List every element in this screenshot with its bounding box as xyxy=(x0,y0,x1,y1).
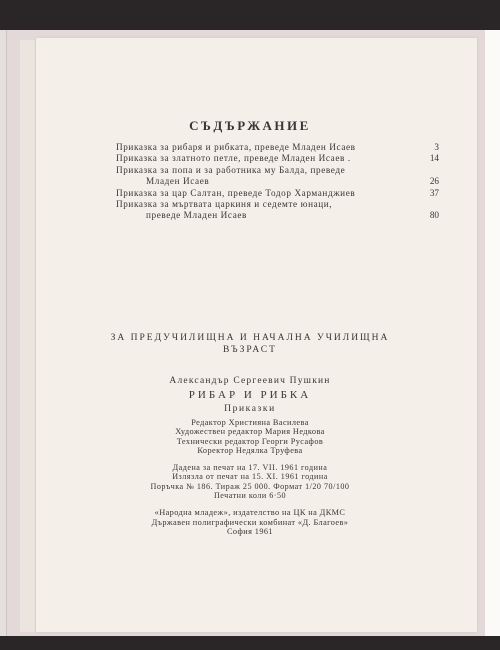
book-author: Александър Сергеевич Пушкин xyxy=(169,376,331,386)
book-subtitle: Приказки xyxy=(224,404,276,414)
toc-entry-page: 80 xyxy=(429,210,439,221)
table-of-contents xyxy=(116,142,439,222)
toc-entry-title: Приказка за попа и за работника му Балда, преведе xyxy=(116,164,346,175)
toc-entry xyxy=(116,165,439,176)
toc-entry xyxy=(116,153,439,164)
toc-entry-translator: преведе Младен Исаев xyxy=(146,210,247,221)
print-information xyxy=(0,463,500,500)
editorial-staff xyxy=(0,418,500,455)
publisher-line: «Народна младеж», издателство на ЦК на ДКМС xyxy=(154,508,346,517)
publisher-line: Държавен полиграфически комбинат «Д. Благоев» xyxy=(151,517,349,527)
print-info-line: Излязла от печат на 15. XI. 1961 година xyxy=(172,472,328,482)
print-info-line: Поръчка № 186. Тираж 25 000. Формат 1/20 70/100 xyxy=(150,481,350,491)
publisher-info xyxy=(0,508,500,537)
toc-entry-page: 14 xyxy=(429,153,439,164)
staff-line: Художествен редактор Мария Недкова xyxy=(175,427,325,437)
staff-line: Редактор Християна Василева xyxy=(191,418,309,427)
print-info-line: Печатни коли 6·50 xyxy=(213,490,287,500)
staff-line: Коректор Недялка Труфева xyxy=(197,445,303,455)
scan-top-border xyxy=(0,0,500,30)
print-info-line: Дадена за печат на 17. VII. 1961 година xyxy=(172,463,328,472)
toc-entry-title: Приказка за рибаря и рибката, преведе Младен Исаев xyxy=(116,142,356,152)
toc-entry-page: 37 xyxy=(429,187,439,198)
toc-entry-translator: Младен Исаев xyxy=(146,176,210,187)
toc-heading: СЪДЪРЖАНИЕ xyxy=(189,118,311,133)
book-title: РИБАР И РИБКА xyxy=(188,389,312,401)
toc-entry-title: Приказка за златното петле, преведе Младен Исаев . xyxy=(116,153,351,164)
toc-entry-title: Приказка за мъртвата царкиня и седемте юнаци, xyxy=(116,199,333,210)
toc-entry-continuation xyxy=(116,176,439,187)
age-group-line: ВЪЗРАСТ xyxy=(223,345,277,355)
toc-entry-page: 26 xyxy=(429,176,439,187)
toc-entry-title: Приказка за цар Салтан, преведе Тодор Харманджиев xyxy=(116,187,356,198)
publisher-line: София 1961 xyxy=(227,527,273,537)
toc-entry-page: 3 xyxy=(434,142,439,152)
toc-entry-continuation xyxy=(116,210,439,221)
staff-line: Технически редактор Георги Русафов xyxy=(176,436,324,446)
scan-bottom-border xyxy=(0,636,500,650)
toc-entry xyxy=(116,199,439,210)
age-group-line: ЗА ПРЕДУЧИЛИЩНА И НАЧАЛНА УЧИЛИЩНА xyxy=(110,333,390,343)
toc-entry xyxy=(116,188,439,199)
age-group-note xyxy=(0,332,500,356)
toc-entry xyxy=(116,142,439,153)
